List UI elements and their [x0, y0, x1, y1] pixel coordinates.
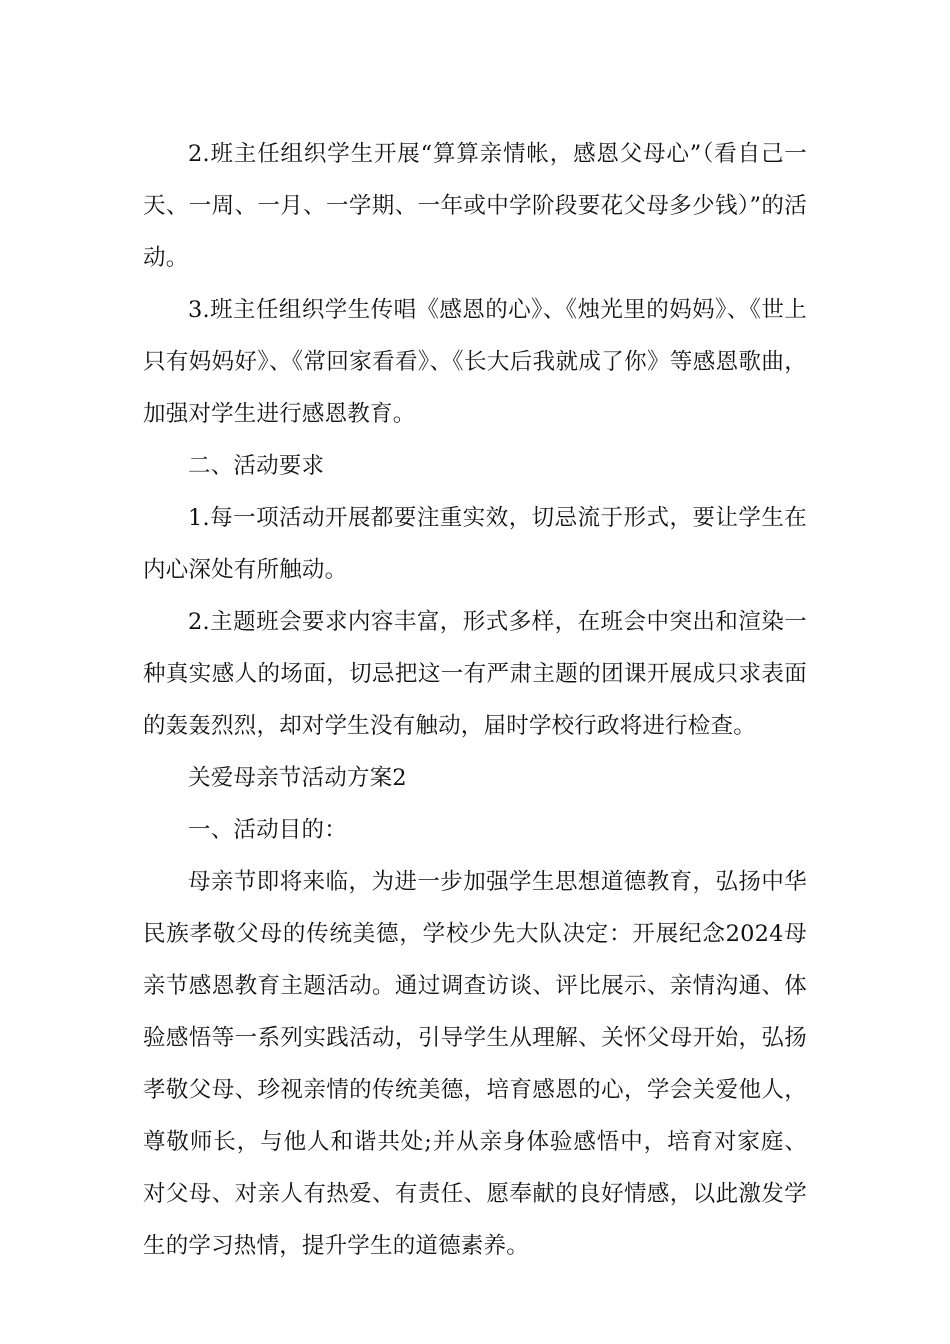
paragraph-requirement-2: 2.主题班会要求内容丰富，形式多样，在班会中突出和渲染一种真实感人的场面，切忌把这一有严肃主题的团课开展成只求表面的轰轰烈烈，却对学生没有触动，届时学校行政将进行检查。 [143, 609, 807, 739]
paragraph-class-ledger-activity: 2.班主任组织学生开展“算算亲情帐，感恩父母心”（看自己一天、一周、一月、一学期、一年或中学阶段要花父母多少钱）”的活动。 [143, 141, 807, 271]
paragraph-song-activity: 3.班主任组织学生传唱《感恩的心》、《烛光里的妈妈》、《世上只有妈妈好》、《常回家看看》、《长大后我就成了你》等感恩歌曲，加强对学生进行感恩教育。 [143, 297, 807, 427]
section-heading-requirements: 二、活动要求 [188, 453, 325, 479]
paragraph-purpose: 母亲节即将来临，为进一步加强学生思想道德教育，弘扬中华民族孝敬父母的传统美德，学校少先大队决定：开展纪念2024母亲节感恩教育主题活动。通过调查访谈、评比展示、亲情沟通、体验感悟等一系列实践活动，引导学生从理解、关怀父母开始，弘扬孝敬父母、珍视亲情的传统美德，培育感恩的心，学会关爱他人，尊敬师长，与他人和谐共处;并从亲身体验感悟中，培育对家庭、对父母、对亲人有热爱、有责任、愿奉献的良好情感，以此激发学生的学习热情，提升学生的道德素养。 [143, 869, 807, 1259]
section-heading-purpose: 一、活动目的： [188, 817, 347, 843]
document-body [143, 128, 807, 1272]
plan-title-2: 关爱母亲节活动方案2 [188, 765, 407, 791]
paragraph-requirement-1: 1.每一项活动开展都要注重实效，切忌流于形式，要让学生在内心深处有所触动。 [143, 505, 807, 583]
